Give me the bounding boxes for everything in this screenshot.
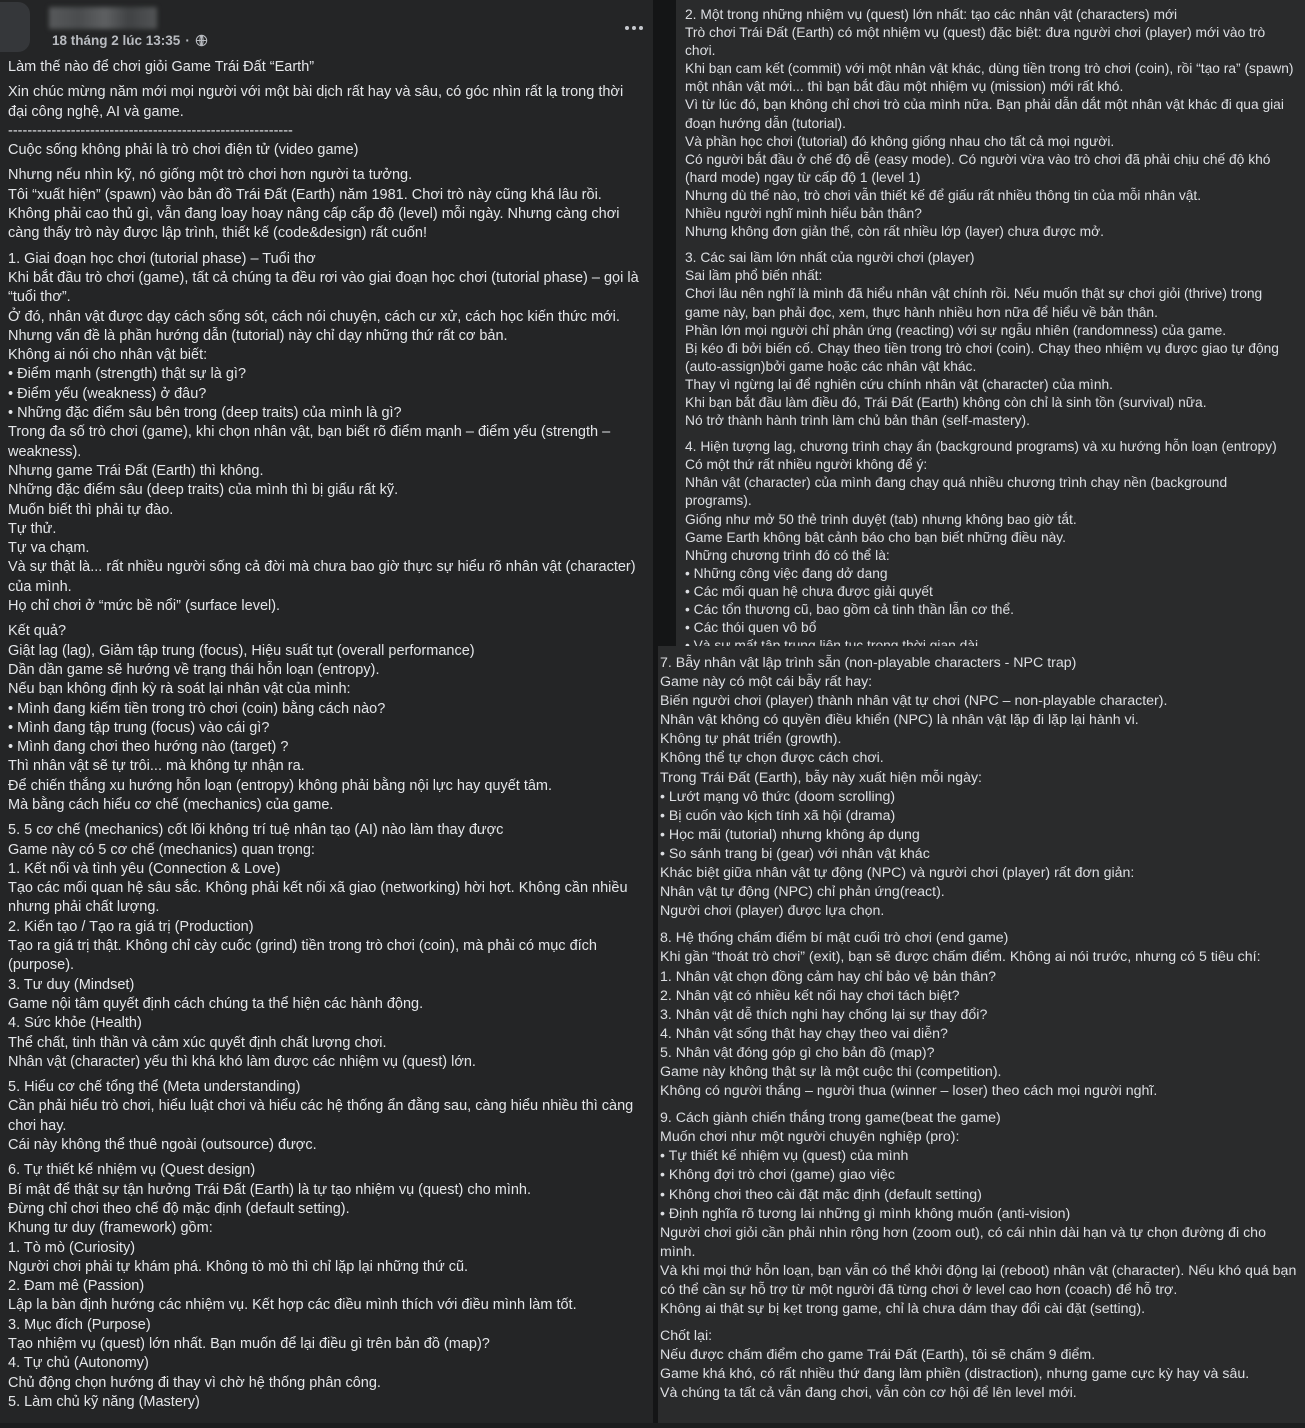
text-line: 6. Tự thiết kế nhiệm vụ (Quest design) <box>8 1162 256 1179</box>
text-line: Trong đa số trò chơi (game), khi chọn nhân vật, bạn biết rõ điểm mạnh – điểm yếu (strength – weakness). <box>8 424 615 460</box>
meta-separator: · <box>185 33 190 48</box>
text-line: Phần lớn mọi người chỉ phản ứng (reacting) với sự ngẫu nhiên (randomness) của game. <box>685 322 1227 338</box>
text-line: Nhưng vấn đề là phần hướng dẫn (tutorial) này chỉ dạy những thứ rất cơ bản. <box>8 327 508 344</box>
text-line: 4. Sức khỏe (Health) <box>8 1015 142 1032</box>
text-line: Có người bắt đầu ở chế độ dễ (easy mode). Có người vừa vào trò chơi đã phải chịu chế độ khó (hard mode) ngay từ cấp độ 1 (level 1) <box>685 151 1275 185</box>
author-name-redacted[interactable] <box>49 7 157 29</box>
text-line: Và phần học chơi (tutorial) đó không giống nhau cho tất cả mọi người. <box>685 133 1115 149</box>
text-line: Người chơi phải tự khám phá. Không tò mò thì chỉ lặp lại những thứ cũ. <box>8 1258 469 1275</box>
text-line: 1. Tò mò (Curiosity) <box>8 1239 136 1256</box>
text-line: • Không đợi trò chơi (game) giao việc <box>660 1167 895 1184</box>
text-line: Dần dần game sẽ hướng về trạng thái hỗn loạn (entropy). <box>8 661 380 678</box>
screenshot-bottom-edge <box>0 1423 1305 1428</box>
text-line: Tự thử. <box>8 520 57 537</box>
text-line: Game khá khó, có rất nhiều thứ đang làm phiền (distraction), nhưng game cực kỳ hay và sâu. <box>660 1366 1250 1383</box>
text-line: Nếu bạn không định kỳ rà soát lại nhân vật của mình: <box>8 681 351 698</box>
text-line: • Mình đang kiếm tiền trong trò chơi (coin) bằng cách nào? <box>8 700 386 717</box>
ellipsis-icon <box>625 26 629 30</box>
text-line: Không thể tự chọn được cách chơi. <box>660 750 884 767</box>
text-line: Khi bạn bắt đầu làm điều đó, Trái Đất (Earth) không còn chỉ là sinh tồn (survival) nữa. <box>685 394 1207 410</box>
post-paragraph <box>8 250 644 617</box>
text-line: 4. Tự chủ (Autonomy) <box>8 1355 149 1372</box>
text-line: 5. Hiểu cơ chế tổng thể (Meta understanding) <box>8 1079 301 1096</box>
text-line: • Không chơi theo cài đặt mặc định (default setting) <box>660 1186 982 1203</box>
text-line: Thì nhân vật sẽ tự trôi... mà không tự nhận ra. <box>8 758 305 775</box>
ellipsis-icon <box>632 26 636 30</box>
text-line: Đừng chỉ chơi theo chế độ mặc định (default setting). <box>8 1200 350 1217</box>
text-line: Game Earth không bật cảnh báo cho bạn biết những điều này. <box>685 529 1066 545</box>
text-line: 3. Tư duy (Mindset) <box>8 976 135 993</box>
text-line: Kết quả? <box>8 623 67 640</box>
text-line: Tạo nhiệm vụ (quest) lớn nhất. Bạn muốn để lại điều gì trên bản đồ (map)? <box>8 1336 490 1352</box>
text-line: 5. 5 cơ chế (mechanics) cốt lõi không trí tuệ nhân tạo (AI) nào làm thay được <box>8 822 504 839</box>
text-line: 2. Kiến tạo / Tạo ra giá trị (Production) <box>8 918 254 935</box>
post-meta-row <box>52 33 208 48</box>
text-line: • Lướt mạng vô thức (doom scrolling) <box>660 788 896 805</box>
text-line: Biến người chơi (player) thành nhân vật tự chơi (NPC – non-playable character). <box>660 693 1168 710</box>
text-line: Thể chất, tinh thần và cảm xúc quyết định chất lượng chơi. <box>8 1034 387 1051</box>
text-line: Nhiều người nghĩ mình hiểu bản thân? <box>685 206 922 222</box>
text-line: Muốn biết thì phải tự đào. <box>8 501 174 518</box>
text-line: • Điểm yếu (weakness) ở đâu? <box>8 385 207 402</box>
text-line: Và khi mọi thứ hỗn loạn, bạn vẫn có thể khởi động lại (reboot) nhân vật (character). Nếu khó quá bạn có thể cần sự hỗ trợ từ một người đã từng chơi ở level cao hơn (coach) để hỗ trợ. <box>660 1262 1301 1298</box>
avatar[interactable] <box>0 2 30 52</box>
text-line: Nhưng nếu nhìn kỹ, nó giống một trò chơi hơn người ta tưởng. <box>8 167 413 184</box>
text-line: 3. Mục đích (Purpose) <box>8 1316 151 1333</box>
post-paragraph <box>660 1109 1301 1319</box>
text-line: Xin chúc mừng năm mới mọi người với một bài dịch rất hay và sâu, có góc nhìn rất lạ trong thời đại công nghệ, AI và game. <box>8 84 628 120</box>
post-paragraph <box>8 622 644 815</box>
text-line: 2. Nhân vật có nhiều kết nối hay chơi tách biệt? <box>660 987 960 1004</box>
text-line: Nhưng game Trái Đất (Earth) thì không. <box>8 462 264 479</box>
text-line: Nhưng không đơn giản thế, còn rất nhiều lớp (layer) chưa được mở. <box>685 224 1104 240</box>
text-line: • Học mãi (tutorial) nhưng không áp dụng <box>660 826 920 843</box>
text-line: Nhưng dù thế nào, trò chơi vẫn thiết kế để giấu rất nhiều thông tin của mỗi nhân vật. <box>685 187 1202 203</box>
text-line: Vì từ lúc đó, bạn không chỉ chơi trò của mình nữa. Bạn phải dẫn dắt một nhân vật khác đi qua giai đoạn hướng dẫn (tutorial). <box>685 97 1288 131</box>
text-line: 9. Cách giành chiến thắng trong game(beat the game) <box>660 1110 1001 1127</box>
text-line: Nhân vật (character) của mình đang chạy quá nhiều chương trình chạy nền (background programs). <box>685 475 1231 509</box>
text-line: 5. Nhân vật đóng góp gì cho bản đồ (map)? <box>660 1044 935 1061</box>
text-line: Tôi “xuất hiện” (spawn) vào bản đồ Trái Đất (Earth) năm 1981. Chơi trò này cũng khá lâu rồi. Không phải cao thủ gì, vẫn đang loay hoay nâng cấp cấp độ (level) mỗi ngày. Nhưng càng chơi càng thấy trò này được lập trình, thiết kế (code&design) rất cuốn! <box>8 186 624 242</box>
text-line: Họ chỉ chơi ở “mức bề nổi” (surface level). <box>8 598 281 615</box>
text-line: Khi bạn cam kết (commit) với một nhân vật khác, dùng tiền trong trò chơi (coin), rồi “tạo ra” (spawn) một nhân vật mới... thì bạn bắt đầu một nhiệm vụ (mission) mới rất khó. <box>685 61 1298 95</box>
text-line: • Mình đang tập trung (focus) vào cái gì? <box>8 719 270 736</box>
text-line: 4. Nhân vật sống thật hay chạy theo vai diễn? <box>660 1025 948 1042</box>
text-line: Giật lag (lag), Giảm tập trung (focus), Hiệu suất tụt (overall performance) <box>8 642 475 659</box>
text-line: • Các tổn thương cũ, bao gồm cả tinh thần lẫn cơ thể. <box>685 602 1014 617</box>
post-paragraph <box>660 1327 1297 1403</box>
text-line: 7. Bẫy nhân vật lập trình sẵn (non-playable characters - NPC trap) <box>660 655 1077 671</box>
text-line: Tạo các mối quan hệ sâu sắc. Không phải kết nối xã giao (networking) hời hợt. Không cần nhiều nhưng phải chất lượng. <box>8 880 632 916</box>
text-line: Tạo ra giá trị thật. Không chỉ cày cuốc (grind) tiền trong trò chơi (coin), mà phải có mục đích (purpose). <box>8 938 602 974</box>
text-line: Game này không thật sự là một cuộc thi (competition). <box>660 1063 1002 1080</box>
post-paragraph <box>685 438 1297 652</box>
text-line: Không tự phát triển (growth). <box>660 731 842 748</box>
text-line: 2. Một trong những nhiệm vụ (quest) lớn nhất: tạo các nhân vật (characters) mới <box>685 7 1178 22</box>
text-line: Cần phải hiểu trò chơi, hiểu luật chơi và hiểu các hệ thống ẩn đằng sau, càng hiểu nhiều thì càng chơi hay. <box>8 1098 638 1134</box>
text-line: Game nội tâm quyết định cách chúng ta thể hiện các hành động. <box>8 995 424 1012</box>
text-line: Bị kéo đi bởi biến cố. Chạy theo tiền trong trò chơi (coin). Chạy theo nhiệm vụ được giao tự động (auto-assign)bởi game hoặc các nhân vật khác. <box>685 340 1283 374</box>
text-line: 1. Giai đoạn học chơi (tutorial phase) – Tuổi thơ <box>8 250 316 267</box>
text-line: 5. Làm chủ kỹ năng (Mastery) <box>8 1393 200 1410</box>
text-line: Khi gần “thoát trò chơi” (exit), bạn sẽ được chấm điểm. Không ai nói trước, nhưng có 5 tiêu chí: <box>660 949 1261 966</box>
text-line: Không ai thật sự bị kẹt trong game, chỉ là chưa dám thay đổi cài đặt (setting). <box>660 1301 1146 1318</box>
text-line: Thay vì ngừng lại để nghiên cứu chính nhân vật (character) của mình. <box>685 376 1114 392</box>
text-line: Nhân vật (character) yếu thì khá khó làm được các nhiệm vụ (quest) lớn. <box>8 1053 476 1070</box>
text-line: Tự va chạm. <box>8 540 90 557</box>
text-line: 3. Nhân vật dễ thích nghi hay chống lại sự thay đổi? <box>660 1006 988 1023</box>
post-paragraph <box>8 1078 644 1155</box>
post-paragraph <box>660 929 1297 1101</box>
text-line: 1. Nhân vật chọn đồng cảm hay chỉ bảo vệ bản thân? <box>660 968 997 985</box>
post-paragraph <box>8 58 644 77</box>
post-paragraph <box>8 83 644 160</box>
text-line: Muốn chơi như một người chuyên nghiệp (pro): <box>660 1129 960 1146</box>
text-line: Không có người thắng – người thua (winner – loser) theo cách mọi người nghĩ. <box>660 1083 1158 1100</box>
text-line: Những đặc điểm sâu (deep traits) của mình thì bị giấu rất kỹ. <box>8 482 399 499</box>
text-line: Khi bắt đầu trò chơi (game), tất cả chúng ta đều rơi vào giai đoạn học chơi (tutorial phase) – gọi là “tuổi thơ”. <box>8 269 643 306</box>
post-paragraph <box>8 166 644 243</box>
text-line: • Bị cuốn vào kịch tính xã hội (drama) <box>660 807 896 824</box>
post-paragraph <box>8 1161 644 1412</box>
post-paragraph <box>685 6 1297 241</box>
text-line: 8. Hệ thống chấm điểm bí mật cuối trò chơi (end game) <box>660 930 1009 947</box>
text-line: Chơi lâu nên nghĩ là mình đã hiểu nhân vật chính rồi. Nếu muốn thật sự chơi giỏi (thrive) trong game này, bạn phải đọc, xem, thực hành nhiều hơn nữa để hiểu về bản thân. <box>685 286 1267 320</box>
text-line: Cái này không thể thuê ngoài (outsource) được. <box>8 1137 317 1154</box>
post-paragraph <box>8 821 644 1072</box>
text-line: Giống như mở 50 thẻ trình duyệt (tab) nhưng không bao giờ tắt. <box>685 511 1077 527</box>
text-line: Ở đó, nhân vật được dạy cách sống sót, cách nói chuyện, cách cư xử, cách học kiến thức mới. <box>8 308 620 325</box>
text-line: • Các mối quan hệ chưa được giải quyết <box>685 583 933 599</box>
text-line: • Các thói quen vô bổ <box>685 620 817 636</box>
text-line: Người chơi (player) được lựa chọn. <box>660 903 885 920</box>
post-body-right-top <box>676 0 1305 652</box>
more-options-button[interactable] <box>621 22 647 34</box>
text-line: 4. Hiện tượng lag, chương trình chạy ẩn (background programs) và xu hướng hỗn loạn (entropy) <box>685 439 1277 455</box>
text-line: Những chương trình đó có thể là: <box>685 547 890 563</box>
post-header <box>0 0 653 54</box>
globe-icon <box>195 34 208 47</box>
text-line: • Những đặc điểm sâu bên trong (deep traits) của mình là gì? <box>8 405 402 422</box>
timestamp[interactable]: 18 tháng 2 lúc 13:35 <box>52 33 181 48</box>
text-line: Để chiến thắng xu hướng hỗn loạn (entropy) không phải bằng nội lực hay quyết tâm. <box>8 777 553 794</box>
text-line: 2. Đam mê (Passion) <box>8 1278 145 1295</box>
post-body-right-bottom <box>658 646 1305 1428</box>
text-line: • So sánh trang bị (gear) với nhân vật khác <box>660 845 930 862</box>
text-line: Có một thứ rất nhiều người không để ý: <box>685 457 928 473</box>
text-line: • Những công việc đang dở dang <box>685 565 888 581</box>
post-right-column <box>653 0 1305 1428</box>
text-line: Mà bằng cách hiểu cơ chế (mechanics) của game. <box>8 796 334 813</box>
text-line: Và sự thật là... rất nhiều người sống cả đời mà chưa bao giờ thực sự hiểu rõ nhân vật (character) của mình. <box>8 559 640 595</box>
text-line: Khung tư duy (framework) gồm: <box>8 1220 213 1237</box>
post-body-left <box>0 54 653 1412</box>
text-line: Nhân vật không có quyền điều khiển (NPC) là nhân vật lặp đi lặp lại hành vi. <box>660 712 1139 729</box>
text-line: ----------------------------------------------------------- <box>8 122 293 139</box>
post-paragraph <box>660 654 1297 921</box>
text-line: 1. Kết nối và tình yêu (Connection & Love) <box>8 860 281 877</box>
text-line: Trò chơi Trái Đất (Earth) có một nhiệm vụ (quest) đặc biệt: đưa người chơi (player) mới vào trò chơi. <box>685 25 1270 59</box>
text-line: Nó trở thành hành trình làm chủ bản thân (self-mastery). <box>685 413 1030 429</box>
text-line: 3. Các sai lầm lớn nhất của người chơi (player) <box>685 250 975 266</box>
text-line: • Mình đang chơi theo hướng nào (target) ? <box>8 739 289 756</box>
text-line: Game này có 5 cơ chế (mechanics) quan trọng: <box>8 841 315 858</box>
text-line: Game này có một cái bẫy rất hay: <box>660 674 873 691</box>
text-line: Nhân vật tự động (NPC) chỉ phản ứng(react). <box>660 884 945 901</box>
ellipsis-icon <box>639 26 643 30</box>
text-line: • Định nghĩa rõ tương lai những gì mình không muốn (anti-vision) <box>660 1205 1071 1222</box>
text-line: Khác biệt giữa nhân vật tự động (NPC) và người chơi (player) rất đơn giản: <box>660 865 1135 882</box>
text-line: Chốt lại: <box>660 1328 713 1345</box>
text-line: Trong Trái Đất (Earth), bẫy này xuất hiện mỗi ngày: <box>660 769 982 786</box>
text-line: Không ai nói cho nhân vật biết: <box>8 347 208 364</box>
text-line: Sai lầm phổ biến nhất: <box>685 268 823 284</box>
text-line: • Tự thiết kế nhiệm vụ (quest) của mình <box>660 1148 909 1165</box>
text-line: Nếu được chấm điểm cho game Trái Đất (Earth), tôi sẽ chấm 9 điểm. <box>660 1347 1096 1364</box>
text-line: Và chúng ta tất cả vẫn đang chơi, vẫn còn cơ hội để lên level mới. <box>660 1385 1077 1402</box>
text-line: Làm thế nào để chơi giỏi Game Trái Đất “Earth” <box>8 59 315 75</box>
text-line: Chủ động chọn hướng đi thay vì chờ hệ thống phân công. <box>8 1374 381 1391</box>
text-line: • Điểm mạnh (strength) thật sự là gì? <box>8 366 247 383</box>
text-line: Lập la bàn định hướng các nhiệm vụ. Kết hợp các điều mình thích với điều mình làm tốt. <box>8 1297 577 1314</box>
text-line: Cuộc sống không phải là trò chơi điện tử (video game) <box>8 142 359 159</box>
text-line: Bí mật để thật sự tận hưởng Trái Đất (Earth) là tự tạo nhiệm vụ (quest) cho mình. <box>8 1181 531 1198</box>
text-line: Người chơi giỏi cần phải nhìn rộng hơn (zoom out), có cái nhìn dài hạn và tự chọn đường đi cho mình. <box>660 1224 1270 1260</box>
post-paragraph <box>685 249 1297 430</box>
